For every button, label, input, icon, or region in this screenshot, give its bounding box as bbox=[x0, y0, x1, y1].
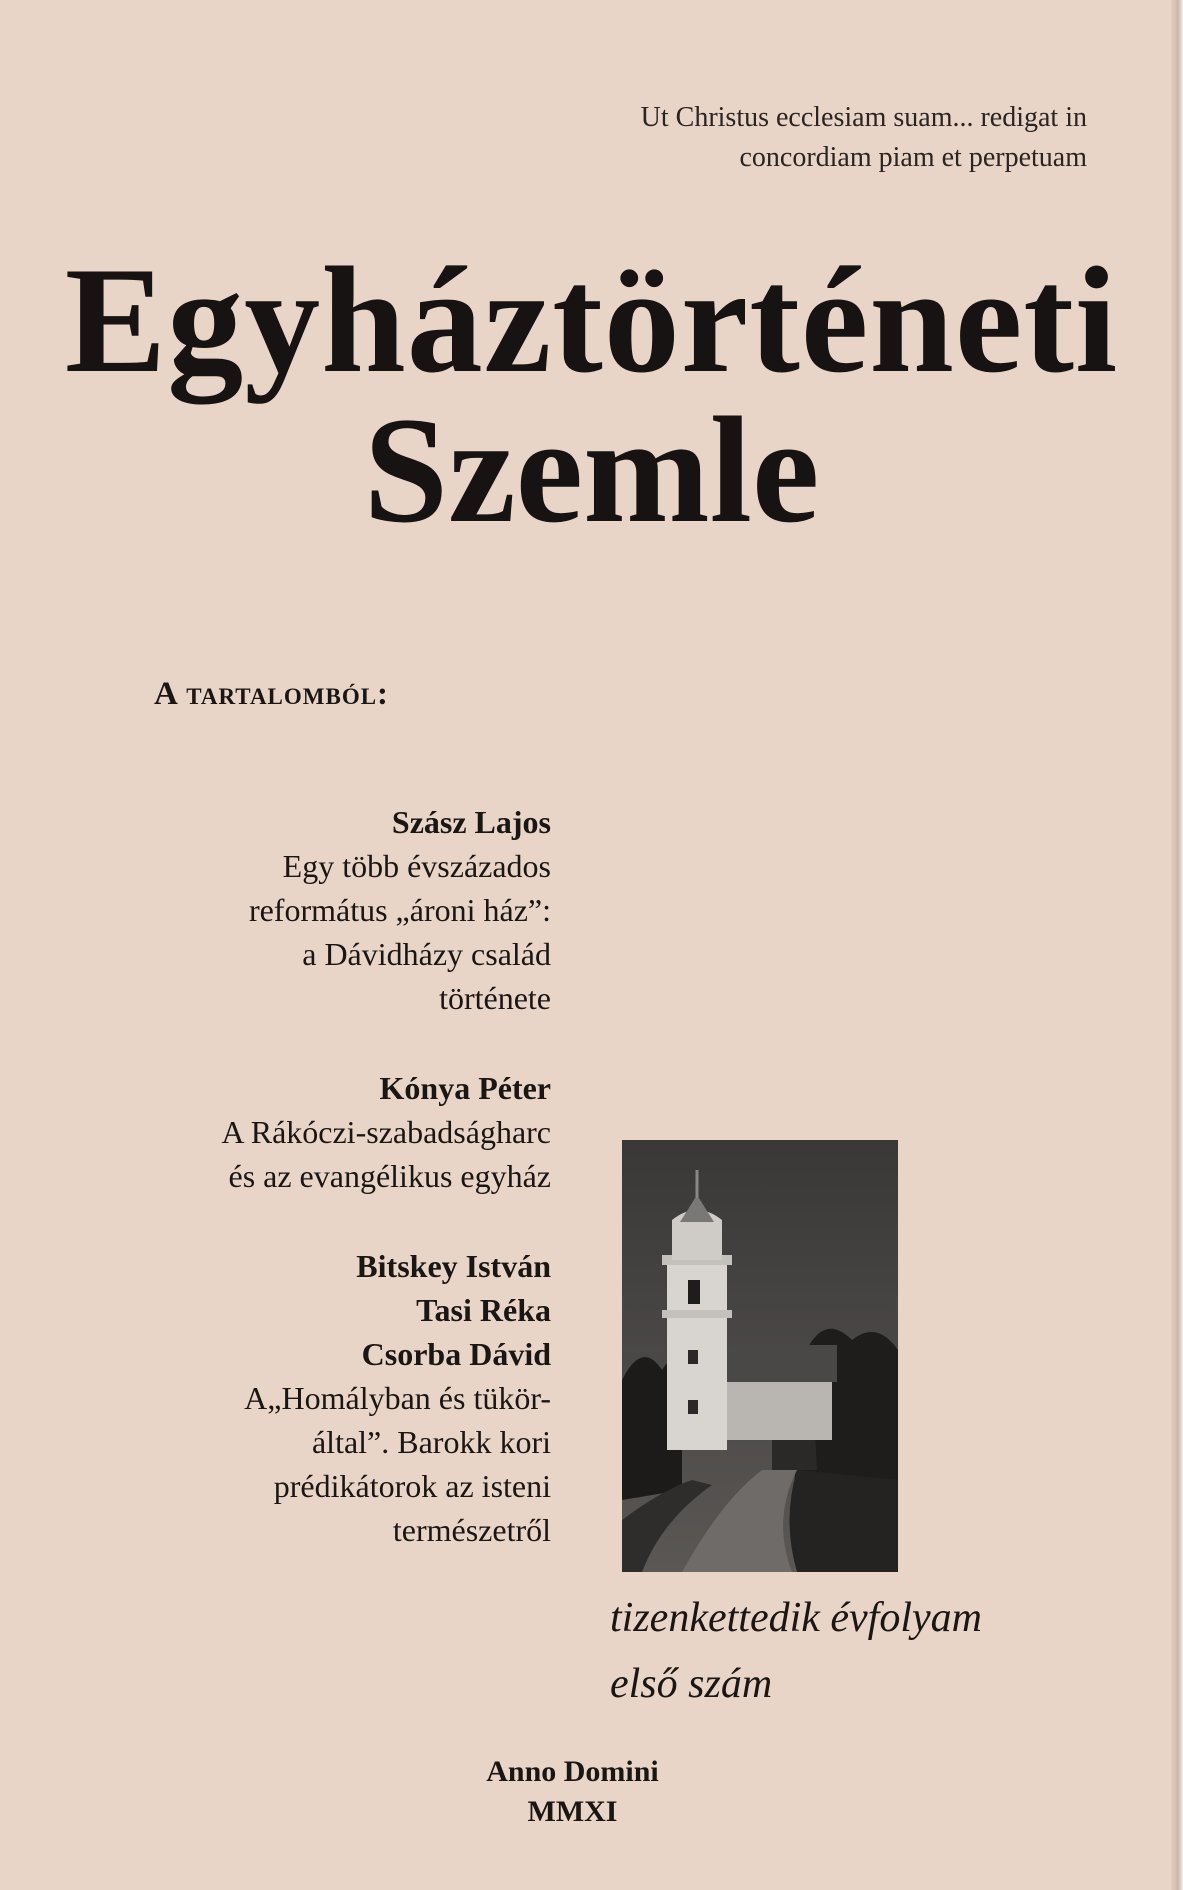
imprint-year bbox=[0, 1752, 1145, 1832]
issue-number: első szám bbox=[610, 1661, 773, 1707]
motto bbox=[527, 98, 1087, 178]
motto-line-2: concordiam piam et perpetuam bbox=[739, 142, 1087, 173]
article-title-line: által”. Barokk kori bbox=[311, 1424, 551, 1460]
imprint-line-2: MMXI bbox=[527, 1795, 618, 1828]
issue-designation bbox=[610, 1585, 982, 1717]
article-author: Csorba Dávid bbox=[361, 1336, 551, 1372]
article-title-line: A„Homályban és tükör- bbox=[244, 1380, 551, 1416]
church-photo bbox=[622, 1140, 898, 1572]
issue-volume: tizenkettedik évfolyam bbox=[610, 1595, 982, 1641]
article-3 bbox=[131, 1244, 551, 1552]
article-title-line: prédikátorok az isteni bbox=[273, 1468, 551, 1504]
article-title-line: és az evangélikus egyház bbox=[228, 1158, 551, 1194]
article-2 bbox=[131, 1066, 551, 1198]
article-title-line: Egy több évszázados bbox=[282, 848, 551, 884]
article-author: Tasi Réka bbox=[416, 1292, 551, 1328]
journal-title-line-1: Egyháztörténeti bbox=[64, 236, 1119, 404]
article-author: Kónya Péter bbox=[379, 1070, 551, 1106]
journal-title-line-2: Szemle bbox=[363, 386, 820, 554]
imprint-line-1: Anno Domini bbox=[486, 1755, 659, 1788]
article-title-line: története bbox=[439, 980, 551, 1016]
article-title-line: a Dávidházy család bbox=[302, 936, 551, 972]
article-author: Szász Lajos bbox=[391, 804, 551, 840]
contents-heading: A tartalomból: bbox=[154, 676, 390, 712]
article-author: Bitskey István bbox=[356, 1248, 551, 1284]
article-title-line: természetről bbox=[392, 1512, 551, 1548]
article-title-line: A Rákóczi-szabadságharc bbox=[221, 1114, 551, 1150]
article-1 bbox=[131, 800, 551, 1020]
article-title-line: református „ároni ház”: bbox=[248, 892, 551, 928]
motto-line-1: Ut Christus ecclesiam suam... redigat in bbox=[640, 102, 1087, 133]
